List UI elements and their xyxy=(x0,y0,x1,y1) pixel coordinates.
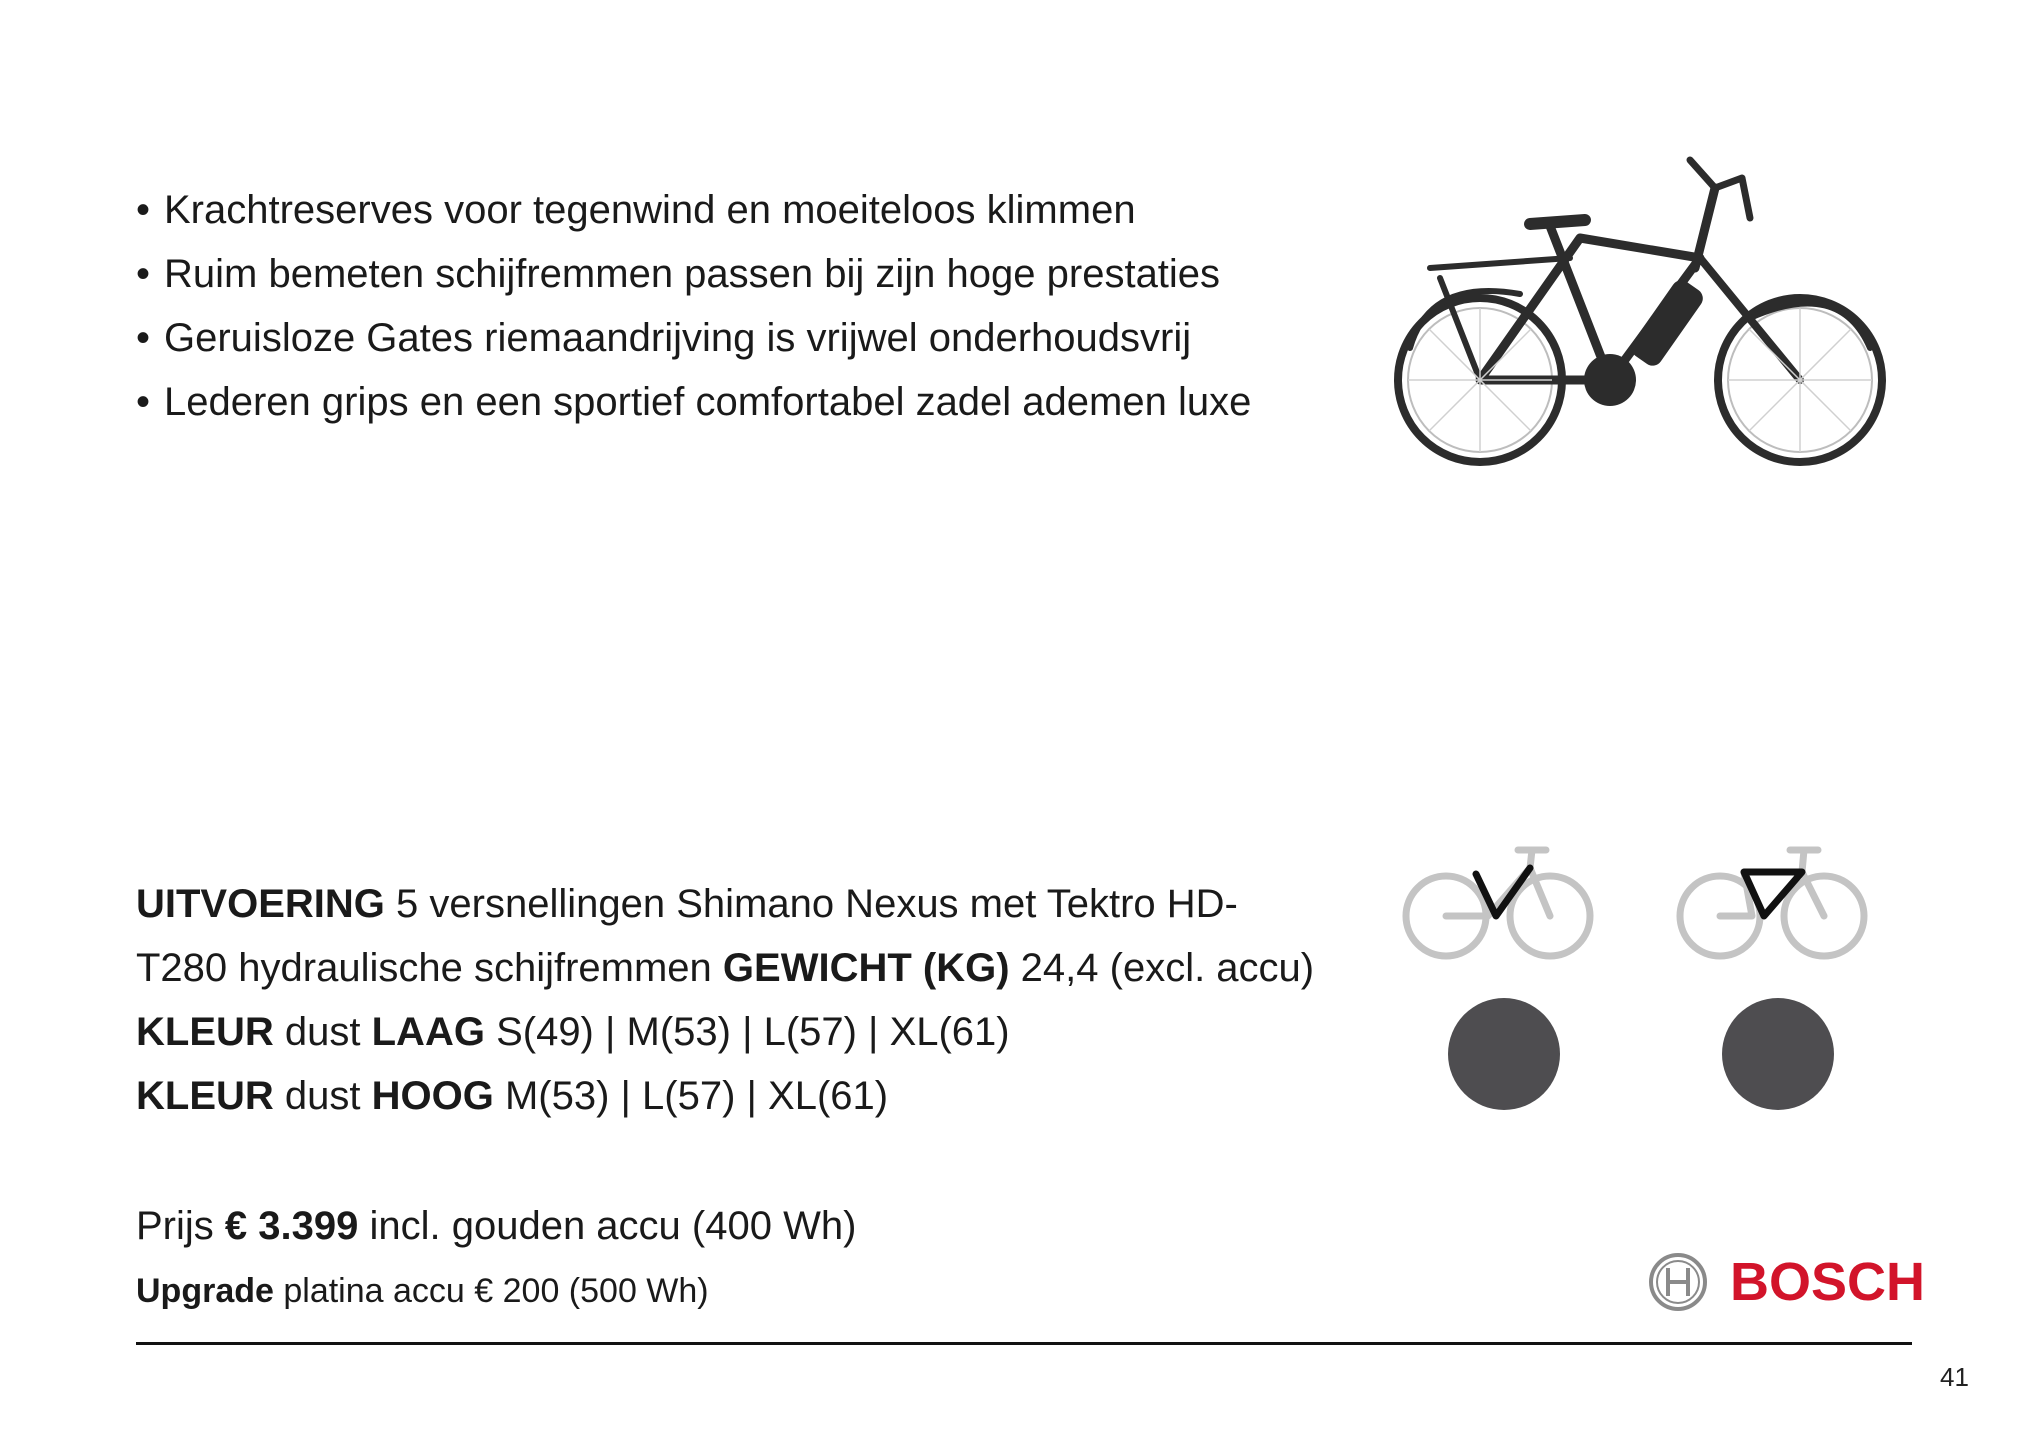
upgrade-text: platina accu € 200 (500 Wh) xyxy=(273,1272,709,1310)
hoog-label: HOOG xyxy=(371,1074,494,1118)
kleur-label: KLEUR xyxy=(136,1074,274,1118)
feature-item xyxy=(134,370,1314,434)
bullet: • xyxy=(136,252,151,296)
feature-item xyxy=(134,242,1314,306)
bullet: • xyxy=(136,380,151,424)
bike-photo-icon xyxy=(1370,118,1910,478)
specifications xyxy=(136,872,1316,1128)
page-number: 41 xyxy=(1940,1362,1969,1392)
feature-text: Geruisloze Gates riemaandrijving is vrijwel onderhoudsvrij xyxy=(164,316,1192,360)
footer-divider xyxy=(136,1342,1912,1345)
upgrade-line xyxy=(136,1266,709,1316)
feature-text: Ruim bemeten schijfremmen passen bij zijn hoge prestaties xyxy=(164,252,1221,296)
gewicht-value: 24,4 (excl. accu) xyxy=(1009,946,1315,990)
low-step-frame-icon xyxy=(1398,832,1598,962)
upgrade-label: Upgrade xyxy=(136,1272,274,1310)
feature-item xyxy=(134,178,1314,242)
price-line xyxy=(136,1194,856,1258)
price-prefix: Prijs xyxy=(136,1204,225,1248)
feature-text: Krachtreserves voor tegenwind en moeiteloos klimmen xyxy=(164,188,1136,232)
price-suffix: incl. gouden accu (400 Wh) xyxy=(358,1204,857,1248)
feature-list xyxy=(134,178,1314,434)
feature-text: Lederen grips en een sportief comfortabel zadel ademen luxe xyxy=(164,380,1252,424)
laag-label: LAAG xyxy=(371,1010,485,1054)
kleur-value: dust xyxy=(273,1010,372,1054)
uitvoering-label: UITVOERING xyxy=(136,882,385,926)
bosch-wordmark: BOSCH xyxy=(1730,1252,1926,1312)
bosch-logo xyxy=(1648,1250,1925,1314)
color-swatch-dust-high xyxy=(1722,998,1834,1110)
uitvoering-value: 5 versnellingen Shimano Nexus met Tektro HD-T280 hydraulische schijfremmen xyxy=(136,882,1238,990)
laag-sizes: S(49) | M(53) | L(57) | XL(61) xyxy=(484,1010,1010,1054)
feature-item xyxy=(134,306,1314,370)
price-amount: € 3.399 xyxy=(224,1204,359,1248)
color-swatch-dust-low xyxy=(1448,998,1560,1110)
gewicht-label: GEWICHT (KG) xyxy=(722,946,1010,990)
bullet: • xyxy=(136,316,151,360)
kleur-label: KLEUR xyxy=(136,1010,274,1054)
kleur-value: dust xyxy=(273,1074,372,1118)
bosch-logo-mark-icon xyxy=(1648,1252,1708,1312)
high-step-frame-icon xyxy=(1672,832,1872,962)
hoog-sizes: M(53) | L(57) | XL(61) xyxy=(493,1074,889,1118)
bullet: • xyxy=(136,188,151,232)
